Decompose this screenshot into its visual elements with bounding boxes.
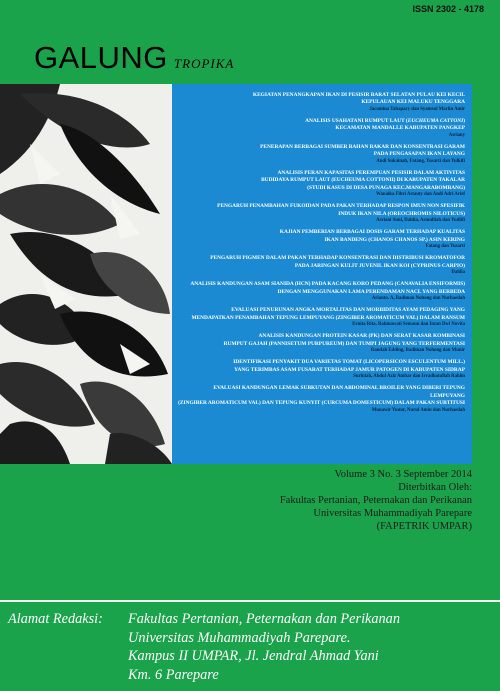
divider xyxy=(0,600,500,602)
article-10[interactable]: ANALISIS KANDUNGAN PROTEIN KASAR (PK) DAN SERAT KASAR KOMBINASI RUMPUT GAJAH (PANNISETUM PURPUREUM) DAN TUMPI JAGUNG YANG TERFERMENTASI Randah Edding, Badiman Nohong dan Munir xyxy=(178,333,465,354)
issn: ISSN 2302 - 4178 xyxy=(412,4,484,14)
leaf-artwork xyxy=(0,84,172,464)
article-authors: Ernita Rita, Rahmawati Semaun dan Intan Dwi Novita xyxy=(352,322,465,328)
article-authors: Randah Edding, Badiman Nohong dan Munir xyxy=(370,348,465,354)
article-authors: Suriniah, Abdul Aziz Ambar dan Irradhatullah Rahim xyxy=(353,374,465,380)
article-authors: Arianto. A, Badiman Nohong dan Nurhaedah xyxy=(371,296,465,302)
article-authors: Asriani Suni, Dahlia, Asmulliah dan Yudlifi xyxy=(376,218,465,224)
article-9[interactable]: EVALUASI PENURUNAN ANGKA MORTALITAS DAN MORBIDITAS AYAM PEDAGING YANG MENDAPATKAN PENAMBAHAN TEPUNG LEMPUYANG (ZINGIBER AROMATICUM VAL) DALAM RANSUM Ernita Rita, Rahmawati Semaun dan Intan Dwi Novita xyxy=(178,307,465,328)
article-authors: Dahlia xyxy=(451,270,465,276)
article-authors: Andi Sukainah, Fatang, Yusarti dan Yulkifi xyxy=(376,158,465,164)
article-authors: Asriany xyxy=(448,132,465,138)
published-by-label: Diterbitkan Oleh: xyxy=(398,482,472,493)
article-11[interactable]: IDENTIFIKASI PENYAKIT DUA VARIETAS TOMAT (LICOPERSICON ESCULENTUM MILL.) YANG TERIMBAS ASAM FUSARAT TERHADAP JAMUR PATOGEN DI KABUPATEN SIDRAP Suriniah, Abdul Aziz Ambar dan Irradhatullah Rahim xyxy=(178,359,465,380)
publication-info xyxy=(172,468,472,533)
university-name: Universitas Muhammadiyah Parepare xyxy=(313,508,472,519)
article-3[interactable]: PENERAPAN BERBAGAI SUMBER BAHAN BAKAR DAN KONSENTRASI GARAM PADA PENGASAPAN IKAN LAYANG Andi Sukainah, Fatang, Yusarti dan Yulkifi xyxy=(178,144,465,165)
article-authors: Wanaika Fibri Astauty dan Andi Adri Arief xyxy=(375,192,465,198)
article-2[interactable]: ANALISIS USAHATANI RUMPUT LAUT (EUCHEUMA CATTONI) KECAMATAN MANDALLE KABUPATEN PANGKEP Asriany xyxy=(178,118,465,139)
leaf-illustration-icon xyxy=(0,84,172,464)
article-12[interactable]: EVALUASI KANDUNGAN LEMAK SUBKUTAN DAN ABDOMINAL BROILER YANG DIBERI TEPUNG LEMPUYANG (ZINGIBER AROMATICUM VAL) DAN TEPUNG KUNYIT (CURCUMA DOMESTICUM) DALAM PAKAN SUBTITUSI Munawir Yunur, Nurul Amin dan Nurhaedah xyxy=(178,385,465,413)
article-4[interactable]: ANALISIS PERAN KAPASITAS PEREMPUAN PESISIR DALAM AKTIVITAS BUDIDAYA RUMPUT LAUT (EUCHEUMA COTTONII) DI KABUPATEN TAKALAR (STUDI KASUS DI DESA PUNAGA KEC.MANGARABOMBANG) Wanaika Fibri Astauty dan Andi Adri Arief xyxy=(178,170,465,199)
editorial-address: Alamat Redaksi: Fakultas Pertanian, Peternakan dan Perikanan Universitas Muhammadiyah Parepare. Kampus II UMPAR, Jl. Jendral Ahmad Yani Km. 6 Parepare xyxy=(8,611,400,683)
article-1[interactable]: KEGIATAN PENANGKAPAN IKAN DI PESISIR BARAT SELATAN PULAU KEI KECIL KEPULAUAN KEI MALUKU TENGGARA Jacomina Tahapary dan Syamsul Marlin Amir xyxy=(178,92,465,113)
article-authors: Munawir Yunur, Nurul Amin dan Nurhaedah xyxy=(371,407,465,413)
faculty-name: Fakultas Pertanian, Peternakan dan Perikanan xyxy=(279,495,472,506)
article-6[interactable]: KAJIAN PEMBERIAN BERBAGAI DOSIS GARAM TERHADAP KUALITAS IKAN BANDENG (CHANOS CHANOS SP.) ASIN KERING Fatang dan Yusarti xyxy=(178,229,465,250)
article-authors: Fatang dan Yusarti xyxy=(425,244,465,250)
article-8[interactable]: ANALISIS KANDUNGAN ASAM SIANIDA (HCN) PADA KACANG KORO PEDANG (CANAVALIA ENSIFORMIS) DENGAN MENGGUNAKAN LAMA PERENDAMAN NACL YANG BERBEDA Arianto. A, Badiman Nohong dan Nurhaedah xyxy=(178,281,465,302)
university-abbr: (FAPETRIK UMPAR) xyxy=(376,521,472,532)
address-label: Alamat Redaksi: xyxy=(8,611,103,627)
journal-subtitle: TROPIKA xyxy=(173,56,235,71)
article-authors: Jacomina Tahapary dan Syamsul Marlin Amir xyxy=(369,106,465,112)
journal-name: GALUNG xyxy=(34,40,168,75)
article-5[interactable]: PENGARUH PENAMBAHAN FUKOIDAN PADA PAKAN TERHADAP RESPON IMUN NON SPESIFIK INDUK IKAN NILA (OREOCHROMIS NILOTICUS) Asriani Suni, Dahlia, Asmulliah dan Yudlifi xyxy=(178,203,465,224)
volume-info: Volume 3 No. 3 September 2014 xyxy=(334,469,472,480)
journal-masthead xyxy=(34,40,234,76)
article-7[interactable]: PENGARUH PIGMEN DALAM PAKAN TERHADAP KONSENTRASI DAN DISTRIBUSI KROMATOFOR PADA JARINGAN KULIT JUVENIL IKAN KOI (CYPRINUS CARPIO) Dahlia xyxy=(178,255,465,276)
table-of-contents xyxy=(172,84,472,464)
